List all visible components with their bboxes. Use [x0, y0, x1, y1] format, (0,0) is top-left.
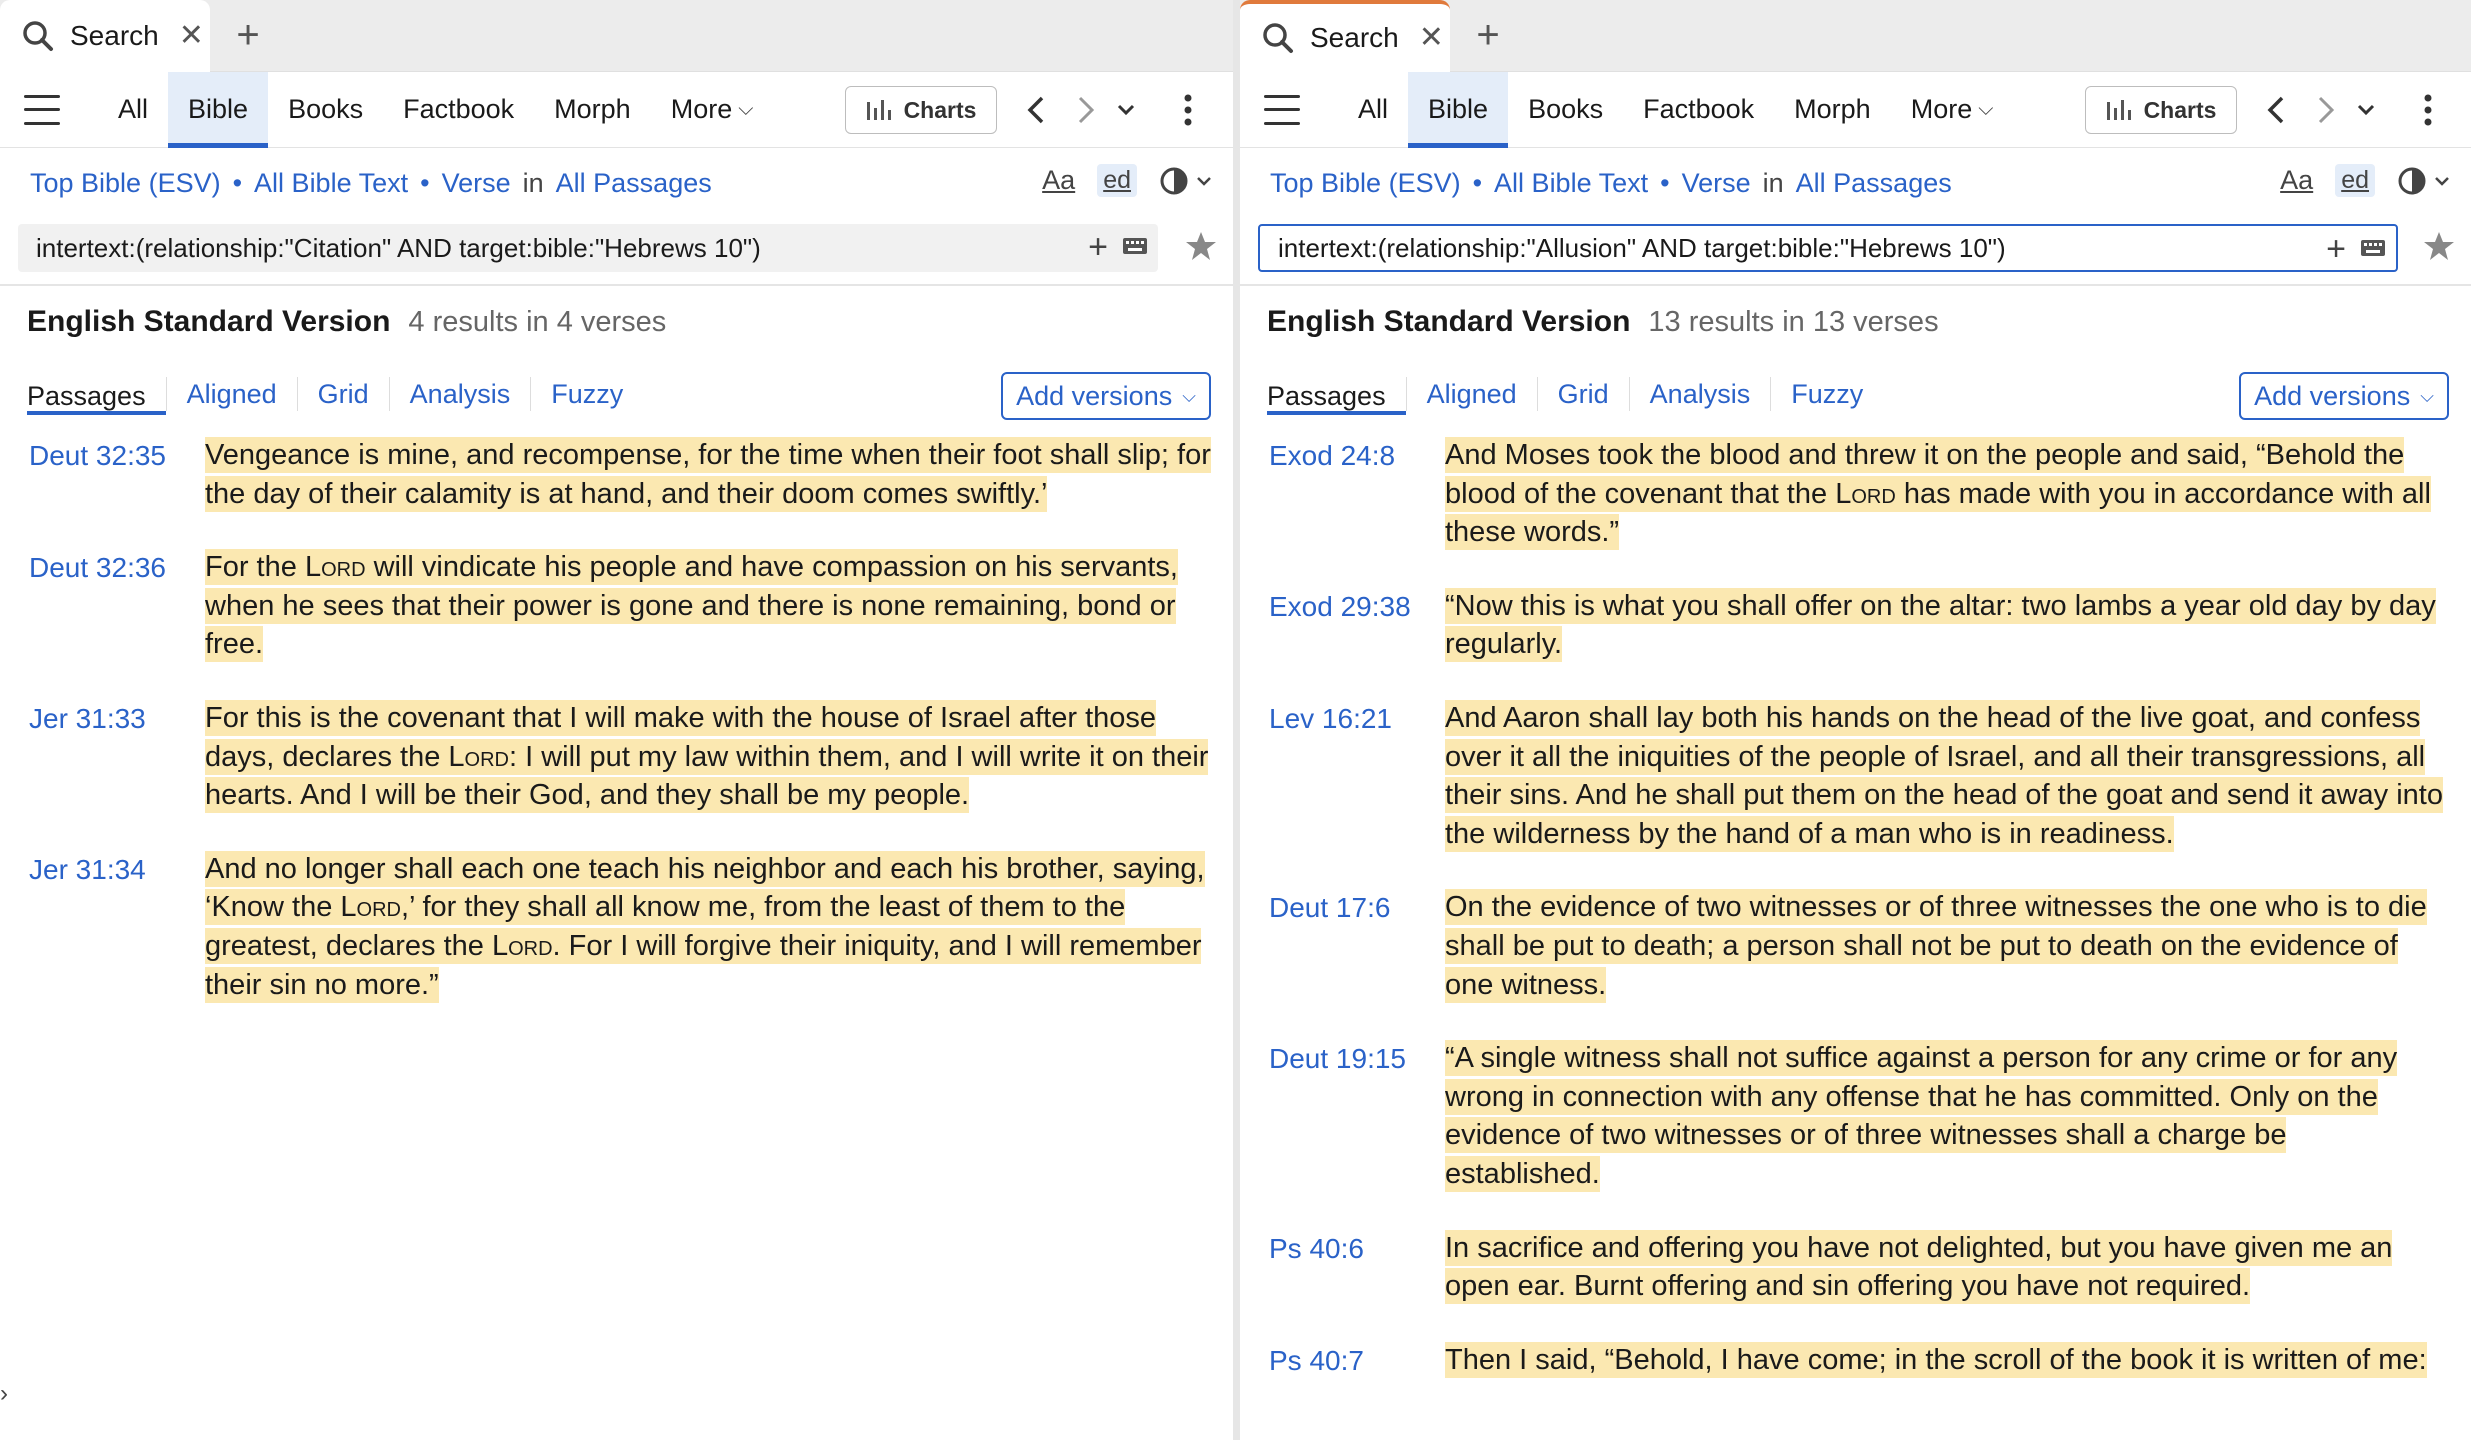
result-row: [1240, 1341, 2471, 1380]
separator-dot: •: [1660, 167, 1670, 198]
query-text: intertext:(relationship:"Allusion" AND target:bible:"Hebrews 10"): [1278, 232, 2006, 263]
search-panel-right: [1240, 0, 2471, 1440]
close-icon[interactable]: ✕: [1418, 21, 1444, 54]
charts-label: Charts: [2143, 96, 2217, 123]
result-row: [0, 699, 1233, 815]
toolbar-more-label: More: [670, 94, 733, 124]
toolbar-all[interactable]: All: [1358, 94, 1389, 124]
toolbar-factbook[interactable]: Factbook: [403, 94, 515, 124]
separator-dot: •: [232, 167, 243, 198]
close-icon[interactable]: ✕: [178, 19, 204, 52]
result-row: [0, 548, 1233, 664]
verse-reference-link[interactable]: Deut 32:35: [29, 440, 166, 471]
tab-strip: [1240, 0, 2471, 72]
verse-text: Then I said, “Behold, I have come; in the scroll of the book it is written of me:: [1445, 1343, 2427, 1376]
keyboard-icon[interactable]: [1122, 236, 1148, 256]
toolbar-books[interactable]: Books: [288, 94, 364, 124]
add-versions-button[interactable]: [1001, 372, 1211, 420]
verse-text: “Now this is what you shall offer on the altar: two lambs a year old day by day regularly.: [1445, 589, 2436, 661]
add-term-plus-icon[interactable]: +: [1088, 228, 1108, 266]
contrast-icon: [2397, 166, 2427, 196]
search-input[interactable]: [18, 224, 1158, 272]
verse-text: On the evidence of two witnesses or of three witnesses the one who is to die shall be put to death; a person shall not be put to death on the evidence of one witness.: [1445, 891, 2427, 1001]
toolbar-morph[interactable]: Morph: [554, 94, 631, 124]
star-icon[interactable]: [1185, 230, 1217, 262]
history-dropdown-icon[interactable]: [1108, 92, 1144, 128]
verse-text: And Moses took the blood and threw it on the people and said, “Behold the blood of the covenant that the Lord has made with you in accordance with all these words.”: [1445, 439, 2431, 549]
tab-analysis[interactable]: Analysis: [389, 377, 531, 411]
toolbar-morph[interactable]: Morph: [1794, 94, 1871, 124]
version-title: English Standard Version: [27, 305, 391, 338]
toolbar-factbook[interactable]: Factbook: [1643, 94, 1755, 124]
add-versions-button[interactable]: [2239, 372, 2449, 420]
separator-dot: •: [420, 167, 430, 198]
add-term-plus-icon[interactable]: +: [2326, 230, 2346, 268]
search-panel-left: [0, 0, 1233, 1440]
back-icon[interactable]: [2258, 92, 2294, 128]
chevron-down-icon: [1195, 175, 1213, 187]
toolbar-bible[interactable]: Bible: [1408, 72, 1508, 148]
bar-chart-icon: [866, 98, 892, 122]
separator-dot: •: [1472, 167, 1483, 198]
scope-bible-link[interactable]: Top Bible (ESV): [1270, 167, 1461, 198]
toolbar-more[interactable]: [1891, 72, 2014, 148]
toolbar: [0, 72, 1233, 148]
add-versions-label: Add versions: [1016, 380, 1173, 411]
tab-fuzzy[interactable]: Fuzzy: [1770, 377, 1883, 411]
scope-text-link[interactable]: All Bible Text: [254, 167, 409, 198]
result-row: [1240, 587, 2471, 664]
chevron-down-icon: [2433, 175, 2451, 187]
scope-in-text: in: [522, 167, 544, 198]
charts-button[interactable]: [845, 86, 997, 134]
results-list: [0, 430, 1233, 1004]
result-row: [0, 850, 1233, 1004]
verse-text: And no longer shall each one teach his neighbor and each his brother, saying, ‘Know the Lord,’ for they shall all know me, from the least of them to the greatest, declares the Lord. For I will forgive their iniquity, and I will remember their sin no more.”: [205, 852, 1205, 1001]
back-icon[interactable]: [1018, 92, 1054, 128]
chevron-down-icon: ⌵: [1182, 385, 1196, 406]
add-versions-label: Add versions: [2254, 380, 2411, 411]
hamburger-menu-icon[interactable]: [1264, 95, 1300, 125]
search-icon: [1260, 20, 1296, 56]
more-options-icon[interactable]: [1170, 92, 1206, 128]
verse-text: For this is the covenant that I will make with the house of Israel after those days, declares the Lord: I will put my law within them, and I will write it on their hearts. And I will be their God, and they shall be my people.: [205, 701, 1209, 812]
tab-passages[interactable]: Passages: [1267, 373, 1406, 415]
result-row: [1240, 699, 2471, 853]
tab-analysis[interactable]: Analysis: [1629, 377, 1771, 411]
search-input[interactable]: [1258, 224, 2398, 272]
history-dropdown-icon[interactable]: [2348, 92, 2384, 128]
forward-icon[interactable]: [1068, 92, 1104, 128]
bar-chart-icon: [2106, 98, 2132, 122]
version-title: English Standard Version: [1267, 305, 1631, 338]
search-scope-row: [0, 148, 1233, 218]
tab-label: Search: [70, 20, 159, 51]
toolbar-books[interactable]: Books: [1528, 94, 1604, 124]
search-icon: [20, 18, 56, 54]
tab-label: Search: [1310, 22, 1399, 53]
results-count: 13 results in 13 verses: [1648, 305, 1939, 338]
scope-unit-link[interactable]: Verse: [441, 167, 511, 198]
query-row: [0, 218, 1233, 284]
display-tools: [1042, 164, 1213, 197]
chevron-down-icon: ⌵: [2420, 385, 2434, 406]
tab-strip: [0, 0, 1233, 72]
more-options-icon[interactable]: [2410, 92, 2446, 128]
view-tabs: [1240, 358, 2471, 430]
toolbar-more-label: More: [1910, 94, 1973, 124]
toolbar-bible[interactable]: Bible: [168, 72, 268, 148]
verse-text: “A single witness shall not suffice against a person for any crime or for any wrong in connection with any offense that he has committed. Only on the evidence of two witnesses or of three witnesses shall a charge be established.: [1445, 1042, 2398, 1190]
verse-reference-link[interactable]: Deut 19:15: [1269, 1043, 1406, 1075]
result-row: [1240, 436, 2471, 552]
result-row: [1240, 888, 2471, 1004]
scope-range-link[interactable]: All Passages: [1795, 167, 1952, 198]
scope-text-link[interactable]: All Bible Text: [1494, 167, 1649, 198]
result-row: [1240, 1229, 2471, 1306]
visual-filter-dropdown[interactable]: [1159, 166, 1213, 196]
verse-reference-link[interactable]: Lev 16:21: [1269, 702, 1392, 734]
charts-button[interactable]: [2085, 86, 2237, 134]
new-tab-plus-icon[interactable]: +: [1476, 13, 1500, 57]
tab-grid[interactable]: Grid: [1537, 377, 1629, 411]
result-row: [0, 436, 1233, 513]
scope-bible-link[interactable]: Top Bible (ESV): [30, 167, 221, 198]
result-row: [1240, 1039, 2471, 1193]
verse-reference-link[interactable]: Jer 31:33: [29, 702, 146, 734]
search-scope-row: [1240, 148, 2471, 218]
chevron-down-icon: ⌵: [738, 98, 754, 120]
tab-fuzzy[interactable]: Fuzzy: [530, 377, 643, 411]
hamburger-menu-icon[interactable]: [24, 95, 60, 125]
inline-edit-toggle[interactable]: ed: [1097, 164, 1137, 197]
star-icon[interactable]: [2423, 230, 2455, 262]
results-list: [1240, 430, 2471, 1380]
view-tabs: [0, 358, 1233, 430]
visual-filter-dropdown[interactable]: [2397, 166, 2451, 196]
verse-reference-link[interactable]: Exod 29:38: [1269, 590, 1411, 622]
font-size-button[interactable]: Aa: [1042, 165, 1076, 195]
tab-passages[interactable]: Passages: [27, 373, 166, 415]
contrast-icon: [1159, 166, 1189, 196]
toolbar: [1240, 72, 2471, 148]
tab-grid[interactable]: Grid: [297, 377, 389, 411]
verse-reference-link[interactable]: Deut 32:36: [29, 552, 166, 584]
verse-text: In sacrifice and offering you have not delighted, but you have given me an open ear. Burnt offering and sin offering you have not required.: [1445, 1231, 2393, 1303]
inline-edit-toggle[interactable]: ed: [2335, 164, 2375, 197]
display-tools: [2280, 164, 2451, 197]
scope-unit-link[interactable]: Verse: [1681, 167, 1751, 198]
toolbar-more[interactable]: [651, 72, 774, 148]
new-tab-plus-icon[interactable]: +: [236, 13, 260, 57]
results-count: 4 results in 4 verses: [408, 305, 667, 338]
tab-search[interactable]: [1240, 0, 1450, 72]
verse-text: And Aaron shall lay both his hands on the head of the live goat, and confess over it all the iniquities of the people of Israel, and all their transgressions, all their sins. And he shall put them on the head of the goat and send it away into the wilderness by the hand of a man who is in readiness.: [1445, 701, 2443, 850]
verse-reference-link[interactable]: Deut 17:6: [1269, 892, 1391, 924]
chevron-down-icon: ⌵: [1978, 98, 1994, 120]
results-header: [0, 286, 1233, 358]
tab-aligned[interactable]: Aligned: [166, 377, 297, 411]
forward-icon[interactable]: [2308, 92, 2344, 128]
verse-reference-link[interactable]: Ps 40:6: [1269, 1232, 1364, 1264]
keyboard-icon[interactable]: [2360, 238, 2386, 258]
verse-reference-link[interactable]: Ps 40:7: [1269, 1344, 1364, 1376]
query-text: intertext:(relationship:"Citation" AND target:bible:"Hebrews 10"): [36, 232, 761, 263]
toolbar-all[interactable]: All: [118, 94, 149, 124]
verse-text: For the Lord will vindicate his people and have compassion on his servants, when he sees that their power is gone and there is none remaining, bond or free.: [205, 551, 1178, 661]
verse-text: Vengeance is mine, and recompense, for the time when their foot shall slip; for the day of their calamity is at hand, and their doom comes swiftly.’: [205, 439, 1211, 510]
tab-aligned[interactable]: Aligned: [1406, 377, 1537, 411]
charts-label: Charts: [903, 96, 977, 123]
font-size-button[interactable]: Aa: [2280, 165, 2314, 195]
verse-reference-link[interactable]: Jer 31:34: [29, 853, 146, 885]
query-row: [1240, 218, 2471, 284]
verse-reference-link[interactable]: Exod 24:8: [1269, 440, 1396, 471]
expand-sidebar-chevron-icon[interactable]: ›: [0, 1380, 8, 1407]
scope-range-link[interactable]: All Passages: [555, 167, 712, 198]
results-header: [1240, 286, 2471, 358]
tab-search[interactable]: [0, 0, 210, 72]
scope-in-text: in: [1762, 167, 1784, 198]
